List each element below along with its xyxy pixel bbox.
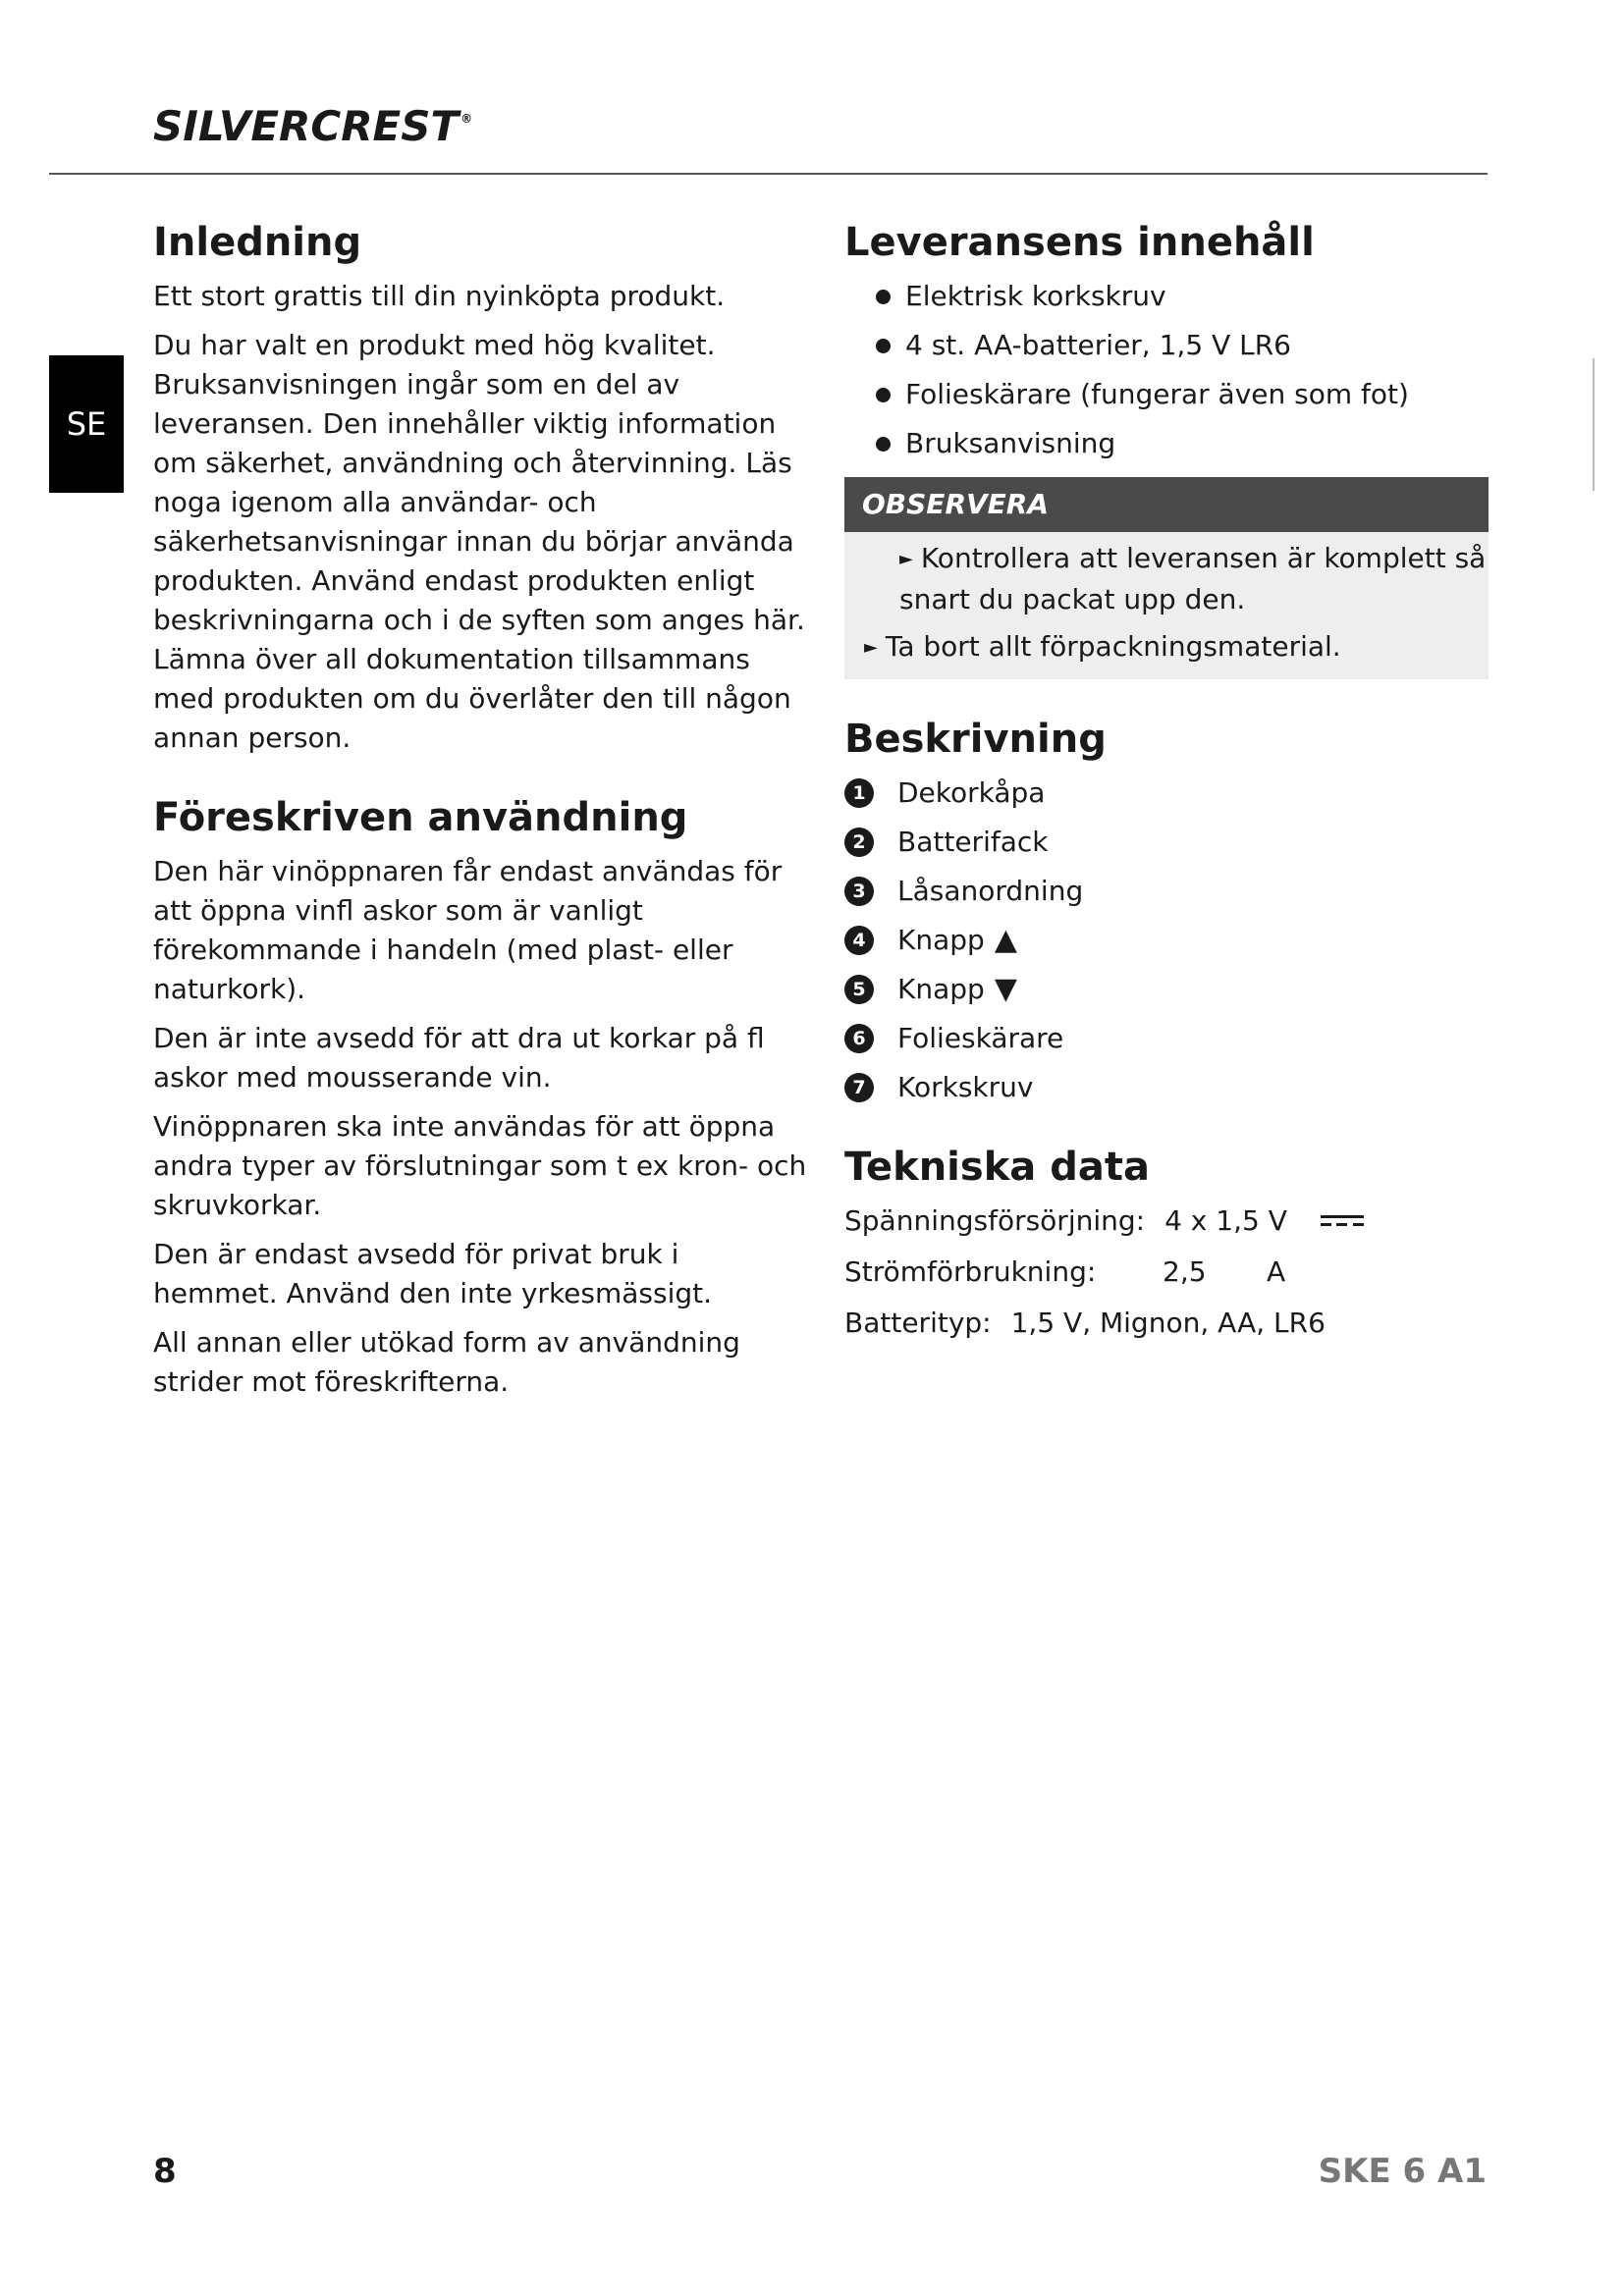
notice-heading: OBSERVERA (844, 477, 1489, 532)
part-item (844, 823, 1489, 862)
part-item (844, 970, 1489, 1009)
intended-use-section (153, 793, 811, 1402)
delivery-section (844, 218, 1489, 463)
tech-title: Tekniska data (844, 1145, 1150, 1190)
part-label: Dekorkåpa (897, 776, 1046, 809)
left-column (153, 218, 811, 1412)
arrow-right-icon: ► (864, 637, 878, 658)
notice-item-text: Ta bort allt förpackningsmaterial. (885, 630, 1341, 663)
spec-battery-value: 1,5 V, Mignon, AA, LR6 (1010, 1307, 1326, 1339)
model-name: SKE 6 A1 (1318, 2152, 1487, 2191)
intro-paragraph: Ett stort grattis till din nyinköpta produkt. (153, 280, 726, 312)
right-column (844, 218, 1489, 1355)
part-label: Folieskärare (897, 1022, 1064, 1054)
spec-current-value: 2,5 (1163, 1255, 1207, 1288)
triangle-down-icon: ▼ (994, 972, 1017, 1006)
parts-list (844, 774, 1489, 1107)
page-number: 8 (153, 2152, 177, 2191)
delivery-item: Folieskärare (fungerar även som fot) (876, 375, 1489, 414)
direct-current-icon (1321, 1213, 1364, 1229)
part-number-badge: 7 (844, 1073, 874, 1102)
spec-current-label: Strömförbrukning: (844, 1255, 1097, 1288)
intended-use-paragraph: Den är endast avsedd för privat bruk i hemmet. Använd den inte yrkesmässigt. (153, 1238, 713, 1309)
part-item (844, 1068, 1489, 1107)
notice-box (844, 477, 1489, 679)
part-label: Batterifack (897, 826, 1049, 858)
intended-use-paragraph: Den här vinöppnaren får endast användas för att öppna vinfl askor som är vanligt förekommande i handeln (med plast- eller naturkork). (153, 855, 783, 1005)
spec-current-unit: A (1267, 1255, 1286, 1288)
notice-item (844, 532, 1489, 620)
arrow-right-icon: ► (899, 549, 913, 569)
intended-use-paragraph: Vinöppnaren ska inte användas för att öppna andra typer av förslutningar som t ex kron- och skruvkorkar. (153, 1110, 807, 1221)
intended-use-paragraph: All annan eller utökad form av användning strider mot föreskrifterna. (153, 1326, 740, 1398)
part-number-badge: 5 (844, 975, 874, 1004)
delivery-item: 4 st. AA-batterier, 1,5 V LR6 (876, 326, 1489, 365)
delivery-title: Leveransens innehåll (844, 220, 1315, 265)
intro-section (153, 218, 811, 758)
part-number-badge: 6 (844, 1024, 874, 1053)
triangle-up-icon: ▲ (994, 923, 1017, 957)
intended-use-title: Föreskriven användning (153, 795, 688, 840)
spec-voltage-value: 4 x 1,5 V (1164, 1204, 1287, 1237)
part-label: Låsanordning (897, 875, 1084, 907)
description-section (844, 715, 1489, 1107)
brand-name: SILVERCREST (153, 102, 460, 150)
spec-battery (844, 1304, 1489, 1343)
tech-section (844, 1143, 1489, 1343)
notice-item (844, 620, 1489, 671)
spec-voltage-label: Spänningsförsörjning: (844, 1204, 1146, 1237)
part-number-badge: 2 (844, 828, 874, 857)
intro-title: Inledning (153, 220, 362, 265)
delivery-list (844, 277, 1489, 463)
registered-mark: ® (460, 112, 473, 126)
part-item (844, 921, 1489, 960)
delivery-item: Elektrisk korkskruv (876, 277, 1489, 316)
part-number-badge: 4 (844, 926, 874, 955)
header-rule (49, 173, 1488, 175)
intended-use-paragraph: Den är inte avsedd för att dra ut korkar på fl askor med mousserande vin. (153, 1022, 765, 1094)
spec-battery-label: Batterityp: (844, 1307, 992, 1339)
delivery-item: Bruksanvisning (876, 424, 1489, 463)
edge-mark (1593, 358, 1595, 491)
language-tab: SE (49, 355, 124, 493)
part-label: Knapp (897, 924, 985, 956)
part-number-badge: 3 (844, 877, 874, 906)
spec-voltage (844, 1201, 1489, 1241)
part-label: Korkskruv (897, 1071, 1034, 1103)
part-item (844, 872, 1489, 911)
brand-logo (153, 102, 472, 150)
description-title: Beskrivning (844, 717, 1107, 762)
part-label: Knapp (897, 973, 985, 1005)
intro-paragraph: Du har valt en produkt med hög kvalitet. Bruksanvisningen ingår som en del av leveransen. Den innehåller viktig information om säkerhet, användning och återvinning. Läs noga igenom alla användar- och säkerhetsanvisningar innan du börjar använda produkten. Använd endast produkten enligt beskrivningarna och i de syften som anges här. Lämna över all dokumentation tillsammans med produkten om du överlåter den till någon annan person. (153, 329, 805, 754)
part-item (844, 774, 1489, 813)
part-number-badge: 1 (844, 778, 874, 808)
notice-item-text: Kontrollera att leveransen är komplett så snart du packat upp den. (899, 542, 1487, 615)
part-item (844, 1019, 1489, 1058)
spec-current (844, 1253, 1489, 1292)
